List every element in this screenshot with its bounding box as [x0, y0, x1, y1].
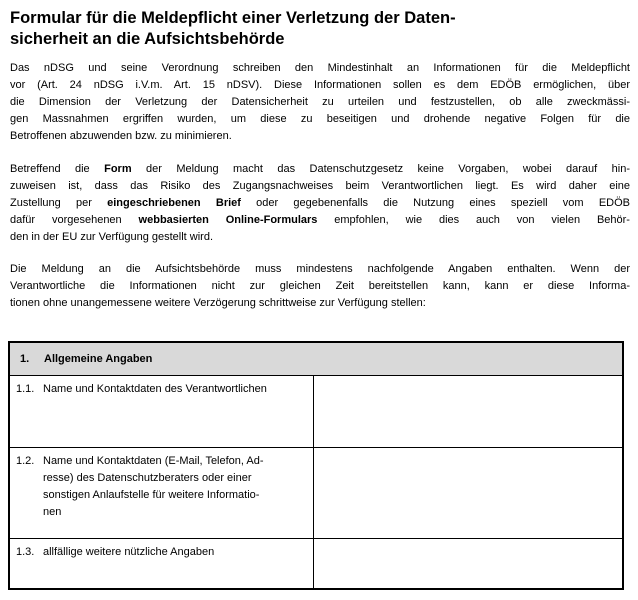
field-label-text: allfällige weitere nützliche Angaben	[43, 545, 215, 558]
paragraph-line: Betroffenen abzuwenden bzw. zu minimieren.	[10, 130, 232, 142]
document-title	[10, 8, 630, 50]
paragraph-line: den in der EU zur Verfügung gestellt wird.	[10, 231, 214, 243]
general-info-table	[8, 341, 624, 590]
table-row	[9, 538, 623, 589]
paragraph-line: Das nDSG und seine Verordnung schreiben den Mindestinhalt an Informationen für die Meldepflicht	[10, 62, 630, 74]
paragraph-line: tionen ohne unangemessene weitere Verzögerung schrittweise zur Verfügung stellen:	[10, 297, 426, 309]
intro-paragraph-3	[10, 261, 630, 312]
field-input-1-3[interactable]	[313, 538, 623, 589]
field-number: 1.2.	[16, 454, 35, 467]
section-title: Allgemeine Angaben	[44, 353, 153, 365]
field-number: 1.1.	[16, 382, 35, 395]
table-section-header	[9, 342, 623, 375]
paragraph-line: zuweisen ist, dass das Risiko des Zugangsnachweises beim Verantwortlichen liegt. Es wird daher eine	[10, 180, 630, 192]
intro-paragraphs	[10, 60, 630, 312]
paragraph-line: vor (Art. 24 nDSG i.V.m. Art. 15 nDSV). Diese Informationen sollen es dem EDÖB ermöglichen, über	[10, 79, 630, 91]
paragraph-line: Betreffend die Form der Meldung macht das Datenschutzgesetz keine Vorgaben, wobei darauf hin-	[10, 163, 630, 175]
paragraph-line: Verantwortliche die Informationen nicht zur gleichen Zeit bereitstellen kann, kann er diese Informa-	[10, 280, 630, 292]
field-label-text: Name und Kontaktdaten (E-Mail, Telefon, Ad- resse) des Datenschutzberaters oder einer sonstigen Anlaufstelle für weitere Informatio- nen	[43, 454, 264, 518]
table-section-header-row	[9, 342, 623, 375]
field-label-text: Name und Kontaktdaten des Verantwortlichen	[43, 382, 267, 395]
title-line: Formular für die Meldepflicht einer Verletzung der Daten-	[10, 9, 456, 27]
intro-paragraph-1	[10, 60, 630, 145]
paragraph-line: dafür vorgesehenen webbasierten Online-Formulars empfohlen, wie dies auch von vielen Behör-	[10, 214, 630, 226]
intro-paragraph-2	[10, 161, 630, 246]
field-input-1-1[interactable]	[313, 375, 623, 447]
section-number: 1.	[20, 353, 30, 365]
table-row	[9, 375, 623, 447]
field-label-1-2	[9, 447, 313, 538]
field-input-1-2[interactable]	[313, 447, 623, 538]
field-number: 1.3.	[16, 545, 35, 558]
paragraph-line: gen Massnahmen ergriffen wurden, um diese zu beseitigen und drohende negative Folgen für die	[10, 113, 630, 125]
paragraph-line: Zustellung per eingeschriebenen Brief oder gegebenenfalls die Nutzung eines speziell vom EDÖB	[10, 197, 630, 209]
paragraph-line: die Dimension der Verletzung der Datensicherheit zu urteilen und festzustellen, ob alle zweckmässi-	[10, 96, 630, 108]
field-label-1-1	[9, 375, 313, 447]
paragraph-line: Die Meldung an die Aufsichtsbehörde muss mindestens nachfolgende Angaben enthalten. Wenn der	[10, 263, 630, 275]
title-line: sicherheit an die Aufsichtsbehörde	[10, 30, 285, 48]
field-label-1-3	[9, 538, 313, 589]
table-row	[9, 447, 623, 538]
